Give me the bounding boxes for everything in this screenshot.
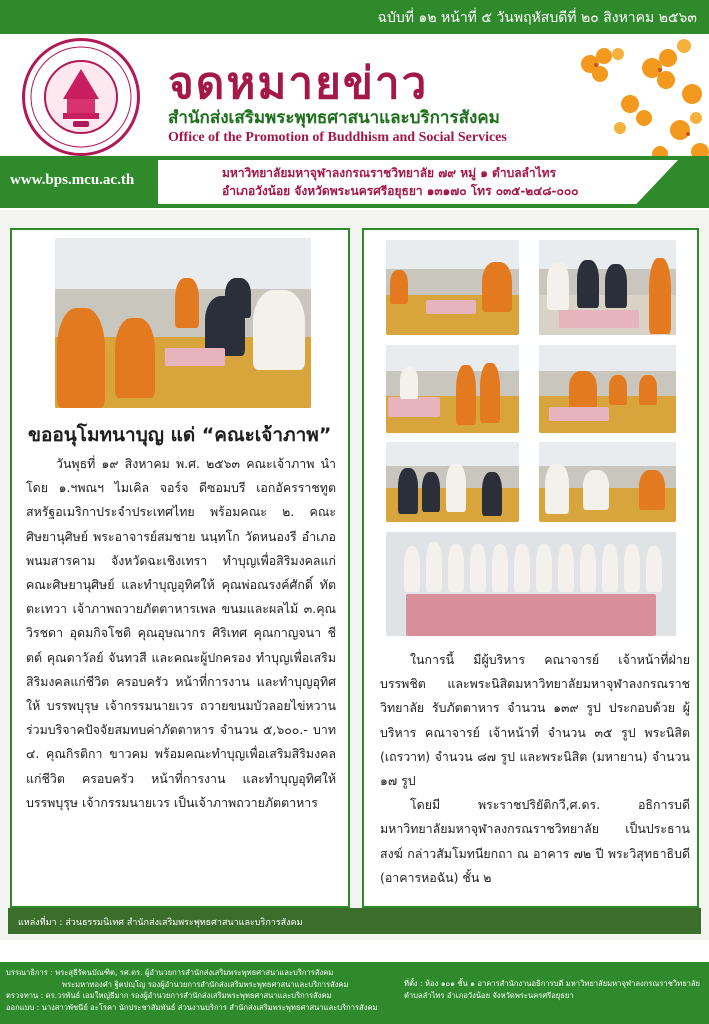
event-photo-6: [539, 442, 676, 522]
address-line-2: อำเภอวังน้อย จังหวัดพระนครศรีอยุธยา ๑๓๑๗๐ โทร ๐๓๕-๒๔๘-๐๐๐: [222, 184, 579, 198]
article-body-right: [380, 648, 690, 890]
credit-editor: บรรณาธิการ : พระสุธีรัตนบัณฑิต, รศ.ดร. ผู้อำนวยการสำนักส่งเสริมพระพุทธศาสนาและบริการสังคม: [6, 968, 334, 977]
group-photo: [386, 532, 676, 636]
footer-address: ที่ตั้ง : ห้อง ๑๐๑ ชั้น ๑ อาคารสำนักงานอธิการบดี มหาวิทยาลัยมหาจุฬาลงกรณราชวิทยาลัย ตำบลลำไทร อำเภอวังน้อย จังหวัดพระนครศรีอยุธยา: [404, 979, 701, 1000]
event-photo-4: [539, 345, 676, 433]
article-body-left: [26, 452, 336, 815]
credit-reviewer: ตรวจทาน : ดร.วรพันธ์ เอมใหญ่ธีมาก รองผู้อำนวยการสำนักส่งเสริมพระพุทธศาสนาและบริการสังคม: [6, 991, 332, 1000]
org-name-english: Office of the Promotion of Buddhism and Social Services: [168, 130, 507, 145]
event-photo-2: [539, 240, 676, 335]
office-address: [222, 164, 579, 200]
office-seal-logo: [22, 38, 140, 156]
org-name-thai: สำนักส่งเสริมพระพุทธศาสนาและบริการสังคม: [168, 108, 500, 128]
article-paragraph: วันพุธที่ ๑๙ สิงหาคม พ.ศ. ๒๕๖๓ คณะเจ้าภาพ นำโดย ๑.ฯพณฯ ไมเคิล จอร์จ ดีซอมบรี เอกอัครราชทูตสหรัฐอเมริกาประจำประเทศไทย พร้อมคณะ ๒. คณะศิษยานุศิษย์ พระอาจารย์สมชาย นนฺทโก วัดหนองรี อำเภอพนมสารคาม จังหวัดฉะเชิงเทรา ทำบุญเพื่อสิริมงคลแก่คณะศิษยานุศิษย์ และทำบุญอุทิศให้ คุณพ่อณรงค์ศักดิ์ ทัตตะเทวา เจ้าภาพถวายภัตตาหารเพล ขนมและผลไม้ ๓.คุณวิรชดา อุดมกิจโชติ คุณอุษณากร ศิริเทศ คุณกาญจนา ชีตต์ คุณดาวัลย์ จันทวสี และคณะผู้ปกครอง ทำบุญเพื่อเสริมสิริมงคลแก่ชีวิต ครอบครัว หน้าที่การงาน และทำบุญอุทิศให้ บรรพบุรุษ เจ้ากรรมนายเวร ถวายขนมบัวลอยไข่หวาน ร่วมบริจาคปัจจัยสมทบค่าภัตตาหาร จำนวน ๕,๖๐๐.- บาท ๔. คุณกิรติกา ขาวคม พร้อมคณะทำบุญเพื่อเสริมสิริมงคลแก่ชีวิต ครอบครัว หน้าที่การงาน และทำบุญอุทิศให้ บรรพบุรุษ เจ้ากรรมนายเวร เป็นเจ้าภาพถวายภัตตาหาร: [26, 456, 336, 810]
credit-co-editor: พระมหาทองคำ ฐิตปญฺโญ รองผู้อำนวยการสำนักส่งเสริมพระพุทธศาสนาและบริการสังคม: [62, 979, 349, 989]
website-link[interactable]: www.bps.mcu.ac.th: [10, 172, 135, 188]
event-photo-5: [386, 442, 519, 522]
ceremony-photo-main: [55, 238, 311, 408]
event-photo-3: [386, 345, 519, 433]
article-paragraph: ในการนี้ มีผู้บริหาร คณาจารย์ เจ้าหน้าที่ฝ่ายบรรพชิต และพระนิสิตมหาวิทยาลัยมหาจุฬาลงกรณราชวิทยาลัย รับภัตตาหาร จำนวน ๑๓๙ รูป ประกอบด้วย ผู้บริหาร คณาจารย์ เจ้าหน้าที่ จำนวน ๓๕ รูป พระนิสิต (เถรวาท) จำนวน ๘๗ รูป และพระนิสิต (มหายาน) จำนวน ๑๗ รูป: [380, 652, 690, 789]
address-line-1: มหาวิทยาลัยมหาจุฬาลงกรณราชวิทยาลัย ๗๙ หมู่ ๑ ตำบลลำไทร: [222, 166, 557, 180]
credit-designer: ออกแบบ : นางสาวพัชนีย์ อะโรคา นักประชาสัมพันธ์ ส่วนงานบริการ สำนักส่งเสริมพระพุทธศาสนาและบริการสังคม: [6, 1002, 378, 1012]
issue-info: ฉบับที่ ๑๒ หน้าที่ ๕ วันพฤหัสบดีที่ ๒๐ สิงหาคม ๒๕๖๓: [377, 10, 697, 26]
source-credit: แหล่งที่มา : ส่วนธรรมนิเทศ สำนักส่งเสริมพระพุทธศาสนาและบริการสังคม: [8, 908, 701, 934]
event-photo-1: [386, 240, 519, 335]
newsletter-title: จดหมายข่าว: [168, 58, 429, 109]
issue-bar: [0, 0, 709, 34]
article-paragraph: โดยมี พระราชปริยัติกวี,ศ.ดร. อธิการบดี มหาวิทยาลัยมหาจุฬาลงกรณราชวิทยาลัย เป็นประธานสงฆ์ กล่าวสัมโมทนียกถา ณ อาคาร ๗๒ ปี พระวิสุทธาธิบดี (อาคารหอฉัน) ชั้น ๒: [380, 797, 690, 885]
article-headline: ขออนุโมทนาบุญ แด่ “คณะเจ้าภาพ”: [28, 424, 332, 446]
footer-credits: [6, 967, 396, 1013]
seal-ring-graphic: [25, 41, 137, 153]
